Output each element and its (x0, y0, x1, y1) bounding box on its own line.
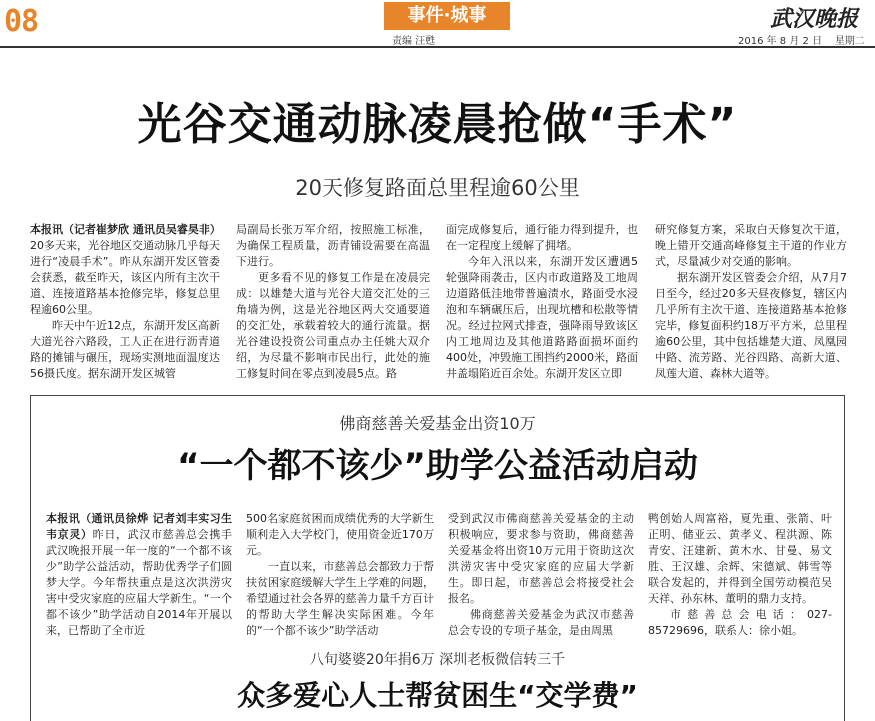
article1-col1-p2: 昨天中午近12点，东湖开发区高新大道光谷六路段，工人正在进行沥青道路的摊铺与碾压，现场实测地面温度达56摄氏度。据东湖开发区城管 (30, 319, 220, 380)
article2-col1-lead: 昨日，武汉市慈善总会携手武汉晚报开展一年一度的“一个都不该少”助学公益活动，帮助优秀学子们圆梦大学。今年帮扶重点是这次洪涝灾害中受灾家庭的应届大学新生。“一个都不该少”助学活动自2014年开展以来，已帮助了全市近 (46, 528, 233, 637)
article2-kicker: 佛商慈善关爱基金出资10万 (339, 414, 536, 433)
article1-col3-p2: 今年入汛以来，东湖开发区遭遇5轮强降雨袭击，区内市政道路及工地周边道路低洼地带普遍渍水，路面受水浸泡和车辆碾压后，出现坑槽和松散等情况。经过拉网式排查，强降雨导致该区内工地周边及其他道路路面损坏面约400处，冲毁施工围挡约2000米，路面井盖塌陷近百余处。东湖开发区立即 (446, 255, 638, 380)
article1-col2-p1: 局副局长张万军介绍，按照施工标准，为确保工程质量，沥青铺设需要在高温下进行。 (236, 223, 430, 268)
article1-subhead: 20天修复路面总里程逾60公里 (295, 176, 580, 200)
article2-col2-p2: 一直以来，市慈善总会都致力于帮扶贫困家庭缓解大学生上学难的问题，希望通过社会各界的慈善力量千方百计的帮助大学生解决实际困难。今年的“一个都不该少”助学活动 (246, 560, 434, 637)
newspaper-masthead: 武汉晚报 (770, 6, 859, 32)
section-tag: 事件·城事 (384, 2, 510, 30)
article1-col4-p2: 据东湖开发区管委会介绍，从7月7日至今，经过20多天昼夜修复，辖区内几乎所有主次干道、连接道路基本抢修完毕，修复面积约18万平方米，总里程逾60公里，其中包括雄楚大道、凤凰园中路、流芳路、光谷四路、高新大道、凤莲大道、森林大道等。 (655, 271, 847, 380)
article1-column-4 (655, 222, 847, 382)
article3-kicker: 八旬婆婆20年捐6万 深圳老板微信转三千 (309, 652, 566, 668)
article2-byline: 本报讯（通讯员徐烨 记者刘丰实习生韦京灵） (46, 512, 232, 541)
weekday: 星期二 (834, 36, 865, 47)
article1-col3-p1: 面完成修复后，通行能力得到提升，也在一定程度上缓解了拥堵。 (446, 223, 638, 252)
article2-col4-p1: 鸭创始人周富裕，夏先重、张箭、叶正明、储亚云、黄孝义、程洪源、陈青安、汪建新、黄木水、甘曼、易文胜、王汉雄、余辉、宋德斌、韩雪等联合发起的，并得到全国劳动模范吴天祥、孙东林、董明的鼎力支持。 (648, 512, 832, 605)
article3-headline: 众多爱心人士帮贫困生“交学费” (237, 679, 638, 712)
article1-headline: 光谷交通动脉凌晨抢做“手术” (137, 99, 738, 150)
page-number: 08 (4, 4, 39, 39)
article2-column-1 (46, 511, 232, 639)
article1-column-3 (446, 222, 638, 382)
article2-column-3 (448, 511, 634, 639)
editor-credit: 责编 汪甦 (392, 36, 436, 47)
article2-col3-p1: 受到武汉市佛商慈善关爱基金的主动积极响应，要求参与资助，佛商慈善关爱基金将出资10万元用于资助这次洪涝灾害中受灾家庭的应届大学新生。即日起，市慈善总会将接受社会报名。 (448, 512, 634, 605)
article2-headline: “一个都不该少”助学公益活动启动 (177, 446, 698, 486)
article1-col1-lead: 20多天来，光谷地区交通动脉几乎每天进行“凌晨手术”。昨从东湖开发区管委会获悉，截至昨天，该区内所有主次干道、连接道路基本抢修完毕，修复总里程逾60公里。 (30, 239, 220, 316)
article2-box (30, 395, 845, 721)
article2-col4-p2: 市慈善总会电话：027-85729696，联系人：徐小姐。 (648, 608, 832, 637)
dateline (738, 32, 865, 47)
page-header (0, 0, 875, 48)
article2-col2-p1: 500名家庭贫困而成绩优秀的大学新生顺利走入大学校门，使用资金近170万元。 (246, 512, 434, 557)
date: 2016 年 8 月 2 日 (738, 36, 823, 47)
article2-col3-p2: 佛商慈善关爱基金为武汉市慈善总会专设的专项子基金，是由周黑 (448, 608, 634, 637)
article1-col4-p1: 研究修复方案，采取白天修复次干道，晚上错开交通高峰修复主干道的作业方式，尽量减少对交通的影响。 (655, 223, 847, 268)
article2-column-4 (648, 511, 832, 639)
article1-col2-p2: 更多看不见的修复工作是在凌晨完成：以雄楚大道与光谷大道交汇处的三角墙为例，这是光谷地区两大交通要道的交汇处，承载着较大的通行流量。据光谷建设投资公司重点办主任姚大双介绍，为尽量不影响市民出行，此处的施工修复时间在零点到凌晨5点。路 (236, 271, 430, 380)
article1-column-2 (236, 222, 430, 382)
article1-column-1 (30, 222, 220, 382)
article2-column-2 (246, 511, 434, 639)
article1-byline: 本报讯（记者崔梦欣 通讯员吴睿昊非） (30, 223, 221, 236)
